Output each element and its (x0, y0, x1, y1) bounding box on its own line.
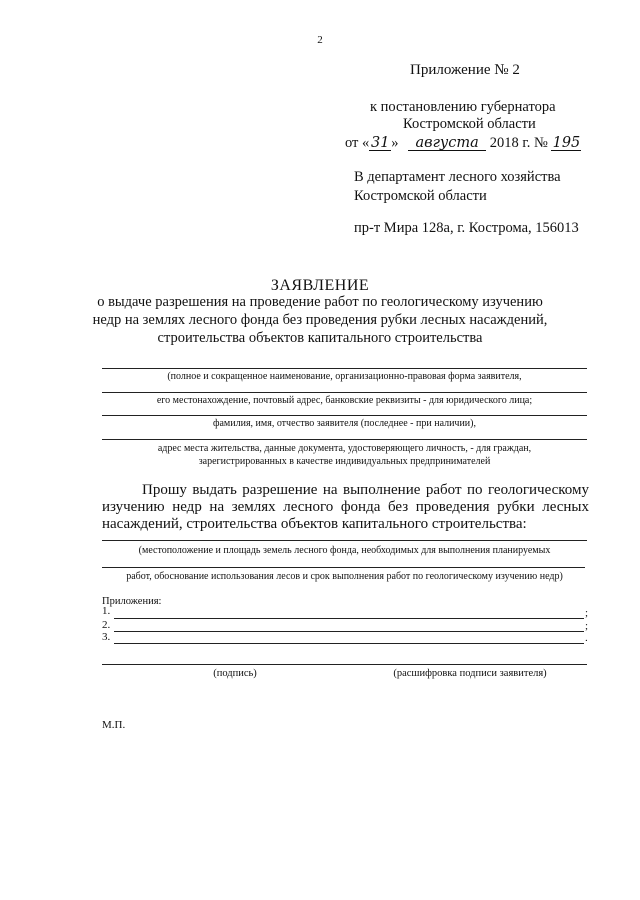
location-caption-2: работ, обоснование использования лесов и срок выполнения работ по геологическому изучению недр) (126, 571, 563, 582)
attachment-3-end: . (585, 632, 588, 644)
attachment-1-end: ; (585, 607, 589, 619)
request-paragraph: Прошу выдать разрешение на выполнение работ по геологическому изучению недр на землях лесного фонда без проведения рубки лесных насаждений, строительства объектов капитального строительства: (102, 482, 589, 532)
appendix-region-line: Костромской области (403, 116, 536, 132)
attachment-2-number: 2. (102, 619, 111, 631)
date-month: августа (408, 136, 486, 151)
page-number: 2 (317, 34, 323, 46)
applicant-residence-line[interactable] (102, 439, 587, 440)
recipient-region: Костромской области (354, 188, 487, 204)
recipient-address: пр-т Мира 128а, г. Кострома, 156013 (354, 220, 579, 236)
signature-decode-caption: (расшифровка подписи заявителя) (393, 668, 547, 679)
attachment-1-number: 1. (102, 605, 111, 617)
appendix-title: Приложение № 2 (410, 62, 520, 78)
attachments-label: Приложения: (102, 596, 162, 607)
attachment-1-line[interactable] (114, 618, 584, 619)
applicant-fio-line[interactable] (102, 415, 587, 416)
applicant-name-line[interactable] (102, 368, 587, 369)
document-subtitle (0, 293, 640, 347)
applicant-location-line[interactable] (102, 392, 587, 393)
attachment-2-end: ; (585, 620, 589, 632)
signature-line[interactable] (102, 664, 587, 665)
attachment-3-line[interactable] (114, 643, 584, 644)
date-year: 2018 г. № (489, 135, 548, 151)
date-day: 31 (371, 135, 390, 151)
attachment-3-number: 3. (102, 631, 111, 643)
document-title: ЗАЯВЛЕНИЕ (270, 277, 370, 294)
subtitle-line-2: недр на землях лесного фонда без проведения рубки лесных насаждений, (92, 312, 548, 328)
seal-placeholder: М.П. (102, 719, 126, 731)
signature-caption: (подпись) (213, 668, 257, 679)
location-caption-1: (местоположение и площадь земель лесного фонда, необходимых для выполнения планируемых (138, 545, 551, 556)
location-line-2[interactable] (102, 567, 585, 568)
recipient-department: В департамент лесного хозяйства (354, 169, 561, 185)
decree-number: 195 (552, 135, 581, 151)
location-line-1[interactable] (102, 540, 587, 541)
applicant-name-caption: (полное и сокращенное наименование, организационно-правовая форма заявителя, (167, 371, 522, 382)
applicant-location-caption: его местонахождение, почтовый адрес, банковские реквизиты - для юридического лица; (156, 395, 533, 406)
applicant-residence-caption-1: адрес места жительства, данные документа, удостоверяющего личность, - для граждан, (157, 443, 532, 454)
applicant-residence-caption-2: зарегистрированных в качестве индивидуальных предпринимателей (198, 456, 491, 467)
date-prefix: от « (345, 135, 370, 151)
appendix-decree-line: к постановлению губернатора (370, 99, 556, 115)
date-close-quote: » (391, 135, 399, 151)
appendix-date-line (345, 135, 581, 152)
subtitle-line-3: строительства объектов капитального строительства (157, 330, 483, 346)
attachment-2-line[interactable] (114, 631, 584, 632)
subtitle-line-1: о выдаче разрешения на проведение работ по геологическому изучению (97, 294, 543, 310)
applicant-fio-caption: фамилия, имя, отчество заявителя (последнее - при наличии), (213, 418, 476, 429)
